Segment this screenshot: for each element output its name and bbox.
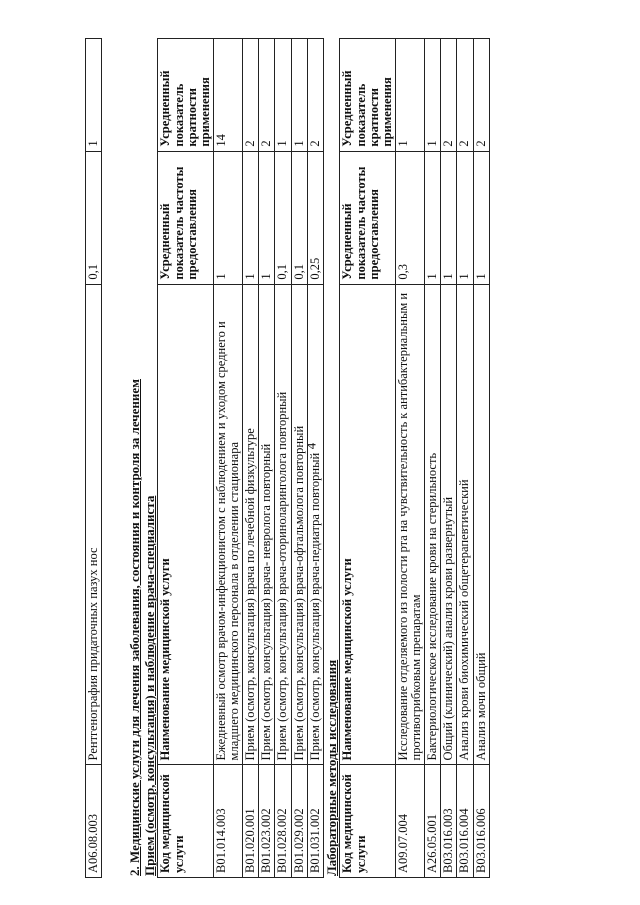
table-row [473,39,489,878]
frequency-value: 1 [473,151,489,284]
frequency-value: 0,25 [307,151,323,284]
frequency-value: 0,1 [291,151,307,284]
lab-methods-table [339,38,489,878]
multiplicity-value: 1 [275,39,291,152]
service-name: Прием (осмотр, консультация) врача-педиатра повторный [307,284,323,765]
table-row [291,39,307,878]
service-name: Общий (клинический) анализ крови развернутый [441,284,457,765]
header-code: Код медицинской услуги [340,765,396,878]
service-code: B03.016.003 [441,765,457,878]
header-name: Наименование медицинской услуги [340,284,396,765]
section-title: 2. Медицинские услуги для лечения заболевания, состояния и контроля за лечением [127,378,143,876]
service-code: B01.020.001 [243,765,259,878]
service-code: B03.016.004 [457,765,473,878]
subsection-title-consultations: Прием (осмотр, консультация) и наблюдение врача-специалиста [141,495,157,876]
service-code: B01.028.002 [275,765,291,878]
frequency-value: 1 [457,151,473,284]
service-name: Анализ крови биохимический общетерапевтический [457,284,473,765]
service-code: A09.07.004 [395,765,424,878]
page-number: 4 [303,442,319,450]
multiplicity-value: 2 [441,39,457,152]
table-row [441,39,457,878]
table-row [243,39,259,878]
service-code: B01.029.002 [291,765,307,878]
service-name: Прием (осмотр, консультация) врача-оториноларинголога повторный [275,284,291,765]
service-name: Анализ мочи общий [473,284,489,765]
consultations-table [157,38,323,878]
table-row [213,39,242,878]
frequency-value: 1 [425,151,441,284]
service-code: B03.016.006 [473,765,489,878]
multiplicity-value: 2 [457,39,473,152]
table-header-row [158,39,214,878]
service-name: Исследование отделяемого из полости рта на чувствительность к антибактериальным и противогрибковым препаратам [395,284,424,765]
frequency-value: 1 [441,151,457,284]
service-code: A06.08.003 [86,765,102,878]
frequency-value: 0,1 [275,151,291,284]
frequency-value: 0,3 [395,151,424,284]
service-name: Рентгенография придаточных пазух нос [86,284,102,765]
multiplicity-value: 1 [291,39,307,152]
multiplicity-value: 2 [243,39,259,152]
frequency-value: 1 [243,151,259,284]
frequency-value: 1 [259,151,275,284]
multiplicity-value: 1 [395,39,424,152]
service-name: Бактериологическое исследование крови на стерильность [425,284,441,765]
service-code: B01.031.002 [307,765,323,878]
multiplicity-value: 14 [213,39,242,152]
table-header-row [340,39,396,878]
multiplicity-value: 2 [259,39,275,152]
table-row [275,39,291,878]
top-table [85,38,102,878]
table-row [425,39,441,878]
header-multiplicity: Усредненный показатель кратности применения [158,39,214,152]
header-code: Код медицинской услуги [158,765,214,878]
table-row [259,39,275,878]
header-name: Наименование медицинской услуги [158,284,214,765]
service-name: Прием (осмотр, консультация) врача- невролога повторный [259,284,275,765]
service-code: B01.023.002 [259,765,275,878]
frequency-value: 0,1 [86,151,102,284]
header-frequency: Усредненный показатель частоты предоставления [340,151,396,284]
rotated-document [85,8,605,878]
table-row [307,39,323,878]
subsection-title-lab: Лабораторные методы исследования [323,659,339,876]
table-row [86,39,102,878]
service-code: A26.05.001 [425,765,441,878]
service-name: Ежедневный осмотр врачом-инфекционистом с наблюдением и уходом среднего и младшего медицинского персонала в отделении стационара [213,284,242,765]
header-multiplicity: Усредненный показатель кратности применения [340,39,396,152]
service-name: Прием (осмотр, консультация) врача по лечебной физкультуре [243,284,259,765]
multiplicity-value: 2 [473,39,489,152]
table-row [395,39,424,878]
multiplicity-value: 1 [86,39,102,152]
multiplicity-value: 1 [425,39,441,152]
header-frequency: Усредненный показатель частоты предоставления [158,151,214,284]
table-row [457,39,473,878]
frequency-value: 1 [213,151,242,284]
service-name: Прием (осмотр, консультация) врача-офтальмолога повторный [291,284,307,765]
service-code: B01.014.003 [213,765,242,878]
multiplicity-value: 2 [307,39,323,152]
